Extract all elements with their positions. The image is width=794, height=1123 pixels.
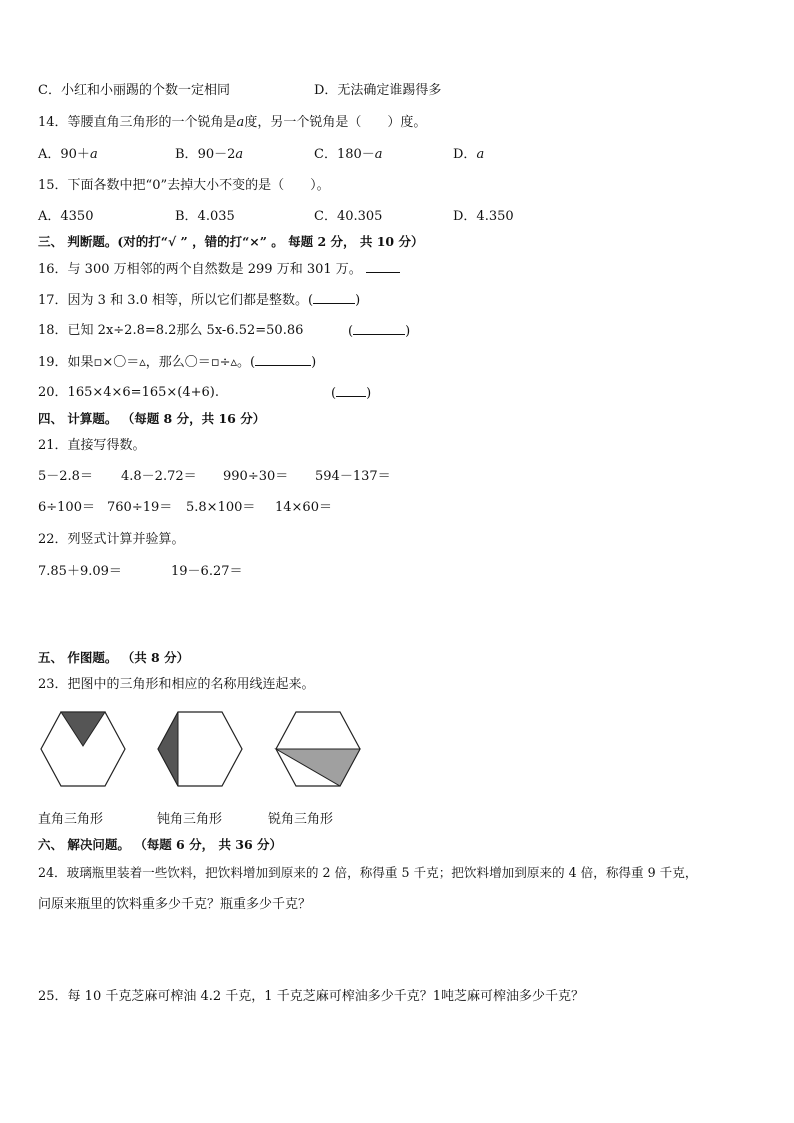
q16-answer-blank[interactable] — [366, 260, 400, 273]
hexagon-obtuse-triangle-figure — [155, 710, 245, 788]
q14-b-label: B． — [175, 147, 198, 162]
q18: 18．已知 2x÷2.8=8.2那么 5x-6.52=50.86 — [38, 323, 304, 338]
q17-answer-blank[interactable] — [313, 291, 355, 304]
q20-open-paren: ( — [331, 386, 337, 401]
q15-option-a: A．4350 — [38, 209, 94, 224]
q21-item: 5－2.8＝ — [38, 469, 93, 484]
q23-stem: 23．把图中的三角形和相应的名称用线连起来。 — [38, 677, 315, 692]
q16-text: 16．与 300 万相邻的两个自然数是 299 万和 301 万。 — [38, 262, 362, 277]
section-3-heading: 三、 判断题。(对的打“√ ” ，错的打“×” 。 每题 2 分， 共 10 分） — [38, 234, 424, 249]
q14-b-var: a — [235, 147, 244, 162]
q14-option-c — [314, 146, 383, 164]
q16 — [38, 260, 400, 279]
q15-option-c: C．40.305 — [314, 209, 383, 224]
q19-close-paren: ) — [311, 355, 317, 370]
q21-stem: 21．直接写得数。 — [38, 438, 146, 453]
q21-item: 4.8－2.72＝ — [121, 469, 197, 484]
q25: 25．每 10 千克芝麻可榨油 4.2 千克，1 千克芝麻可榨油多少千克？1吨芝麻可榨油多少千克？ — [38, 989, 584, 1004]
section-5-heading: 五、 作图题。 （共 8 分） — [38, 650, 190, 665]
q14-a-label: A． — [38, 147, 61, 162]
q18-close-paren: ) — [405, 324, 411, 339]
q15-stem: 15．下面各数中把“0”去掉大小不变的是（ ）。 — [38, 178, 330, 193]
q20-close-paren: ) — [366, 386, 372, 401]
q13-option-d: D．无法确定谁踢得多 — [314, 83, 442, 98]
q13-option-c: C．小红和小丽踢的个数一定相同 — [38, 83, 230, 98]
q14-variable: a — [236, 115, 245, 130]
q19 — [38, 353, 316, 372]
q14-a-value: 90＋ — [60, 147, 90, 162]
q14-d-var: a — [476, 147, 485, 162]
q19-answer-blank[interactable] — [255, 353, 311, 366]
q17-text: 17．因为 3 和 3.0 相等，所以它们都是整数。( — [38, 293, 314, 308]
section-6-heading: 六、 解决问题。 （每题 6 分， 共 36 分） — [38, 837, 283, 852]
q14-c-label: C． — [314, 147, 337, 162]
q15-option-d: D．4.350 — [453, 209, 514, 224]
q22-item: 19－6.27＝ — [171, 564, 243, 579]
q14-d-label: D． — [453, 147, 477, 162]
hexagon-acute-triangle-figure — [273, 710, 363, 788]
q20-answer-blank[interactable] — [336, 384, 366, 397]
q21-item: 990÷30＝ — [223, 469, 289, 484]
q14-stem-pre: 14．等腰直角三角形的一个锐角是 — [38, 115, 237, 130]
q20-answer — [331, 384, 371, 403]
q14-a-var: a — [89, 147, 98, 162]
q19-text: 19．如果▫×〇＝▵，那么〇＝▫÷▵。( — [38, 355, 256, 370]
q14-stem-post: 度，另一个锐角是（ ）度。 — [244, 115, 427, 130]
q14-option-b — [175, 146, 243, 164]
q14-c-var: a — [374, 147, 383, 162]
q21-item: 14×60＝ — [275, 500, 332, 515]
q14-option-a — [38, 146, 98, 164]
q22-item: 7.85＋9.09＝ — [38, 564, 122, 579]
shape-label-acute: 锐角三角形 — [268, 812, 334, 827]
q17-close-paren: ) — [355, 293, 361, 308]
q21-item: 5.8×100＝ — [186, 500, 256, 515]
shape-label-obtuse: 钝角三角形 — [157, 812, 223, 827]
q17 — [38, 291, 360, 310]
q14-c-value: 180－ — [336, 147, 375, 162]
q14-stem — [38, 114, 426, 132]
q24-line-2: 问原来瓶里的饮料重多少千克？瓶重多少千克？ — [38, 897, 312, 912]
q24-line-1: 24．玻璃瓶里装着一些饮料，把饮料增加到原来的 2 倍，称得重 5 千克；把饮料增加到原来的 4 倍，称得重 9 千克， — [38, 865, 698, 880]
obtuse-triangle-shape — [158, 712, 178, 786]
q18-open-paren: ( — [348, 324, 354, 339]
q14-option-d — [453, 146, 484, 164]
q22-stem: 22．列竖式计算并验算。 — [38, 532, 185, 547]
q20: 20．165×4×6=165×(4+6). — [38, 385, 219, 400]
q21-item: 760÷19＝ — [107, 500, 173, 515]
section-4-heading: 四、 计算题。 （每题 8 分，共 16 分） — [38, 411, 266, 426]
shape-label-right: 直角三角形 — [38, 812, 104, 827]
q21-item: 6÷100＝ — [38, 500, 95, 515]
q14-b-value: 90－2 — [197, 147, 236, 162]
hexagon-right-triangle-figure — [38, 710, 128, 788]
q18-answer-blank[interactable] — [353, 322, 405, 335]
q18-answer — [348, 322, 410, 341]
q15-option-b: B．4.035 — [175, 209, 235, 224]
q21-item: 594－137＝ — [315, 469, 391, 484]
